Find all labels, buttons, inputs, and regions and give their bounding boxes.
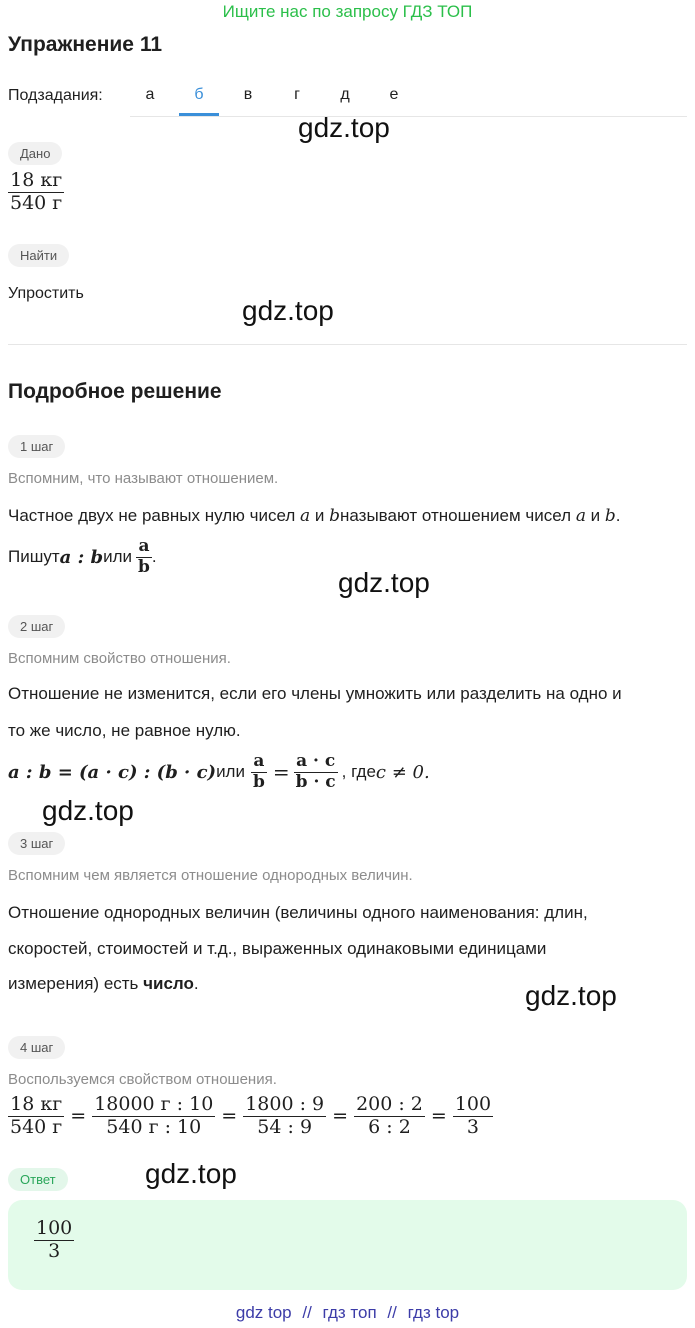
- step-3-text-line-2: скоростей, стоимостей и т.д., выраженных одинаковыми единицами: [8, 939, 547, 958]
- step-2-hint: Вспомним свойство отношения.: [8, 650, 231, 667]
- tab-e[interactable]: е: [389, 86, 399, 103]
- fraction: $\frac{1800 : 9}{54 : 9}$: [245, 1093, 325, 1138]
- bottom-links: [0, 1303, 695, 1323]
- solution-title: Подробное решение: [8, 380, 222, 403]
- step-4-hint: Воспользуемся свойством отношения.: [8, 1071, 277, 1088]
- tab-b[interactable]: б: [194, 86, 204, 103]
- watermark: gdz.top: [338, 567, 430, 598]
- subtasks-label: Подзадания:: [8, 87, 103, 104]
- answer-badge: Ответ: [8, 1168, 68, 1191]
- active-tab-indicator: [179, 113, 219, 116]
- find-badge: Найти: [8, 244, 69, 267]
- watermark: gdz.top: [525, 980, 617, 1011]
- top-banner: Ищите нас по запросу ГДЗ ТОП: [222, 2, 473, 21]
- step-3-badge: 3 шаг: [8, 832, 65, 855]
- fraction: $\frac{100}{3}$: [454, 1093, 492, 1138]
- step-3-hint: Вспомним чем является отношение однородных величин.: [8, 867, 413, 884]
- watermark: gdz.top: [42, 795, 134, 826]
- step-1-badge: 1 шаг: [8, 435, 65, 458]
- tab-d[interactable]: д: [340, 86, 350, 103]
- tab-g[interactable]: г: [294, 86, 300, 103]
- fraction: $\frac{18 кг}{540 г}$: [10, 1093, 63, 1138]
- divider: [8, 344, 687, 345]
- step-2-badge: 2 шаг: [8, 615, 65, 638]
- step-3-text-line-3: измерения) есть число.: [8, 974, 199, 993]
- step-4-badge: 4 шаг: [8, 1036, 65, 1059]
- watermark: gdz.top: [298, 112, 390, 143]
- link-gdz-top-ru[interactable]: гдз топ: [322, 1303, 377, 1322]
- page-title: Упражнение 11: [8, 33, 163, 56]
- given-badge: Дано: [8, 142, 62, 165]
- answer-box: [8, 1200, 687, 1290]
- separator: //: [302, 1303, 312, 1322]
- link-gdz-top[interactable]: gdz top: [235, 1303, 292, 1322]
- step-1-notation: Пишут a : b или $\frac{a}{b}$ .: [8, 536, 157, 577]
- step-2-text-line-1: Отношение не изменится, если его члены умножить или разделить на одно и: [8, 684, 622, 703]
- answer-fraction: [34, 1218, 74, 1263]
- separator: //: [387, 1303, 397, 1322]
- step-2-formula: a : b = (a · c) : (b · c) или $\frac{a}{b}$ = $\frac{a \cdot c}{b \cdot c}$ , где c ≠ 0.: [8, 751, 430, 792]
- find-text: Упростить: [8, 285, 84, 302]
- given-numerator: 18 кг: [10, 169, 63, 191]
- subtasks-tabs: [130, 76, 687, 117]
- fraction: $\frac{200 : 2}{6 : 2}$: [356, 1093, 423, 1138]
- step-3-text-line-1: Отношение однородных величин (величины одного наименования: длин,: [8, 903, 588, 922]
- given-denominator: 540 г: [10, 191, 63, 214]
- answer-denominator: 3: [48, 1239, 61, 1262]
- fraction: $\frac{18000 г : 10}{540 г : 10}$: [94, 1093, 214, 1138]
- step-1-hint: Вспомним, что называют отношением.: [8, 470, 279, 487]
- tab-a[interactable]: а: [145, 86, 155, 103]
- given-fraction: [8, 170, 64, 215]
- step-1-definition: Частное двух не равных нулю чисел a и bназывают отношением чисел a и b.: [8, 506, 621, 526]
- step-2-text-line-2: то же число, не равное нулю.: [8, 721, 241, 740]
- answer-numerator: 100: [36, 1217, 73, 1239]
- tab-v[interactable]: в: [243, 86, 253, 103]
- watermark: gdz.top: [145, 1158, 237, 1189]
- link-gdz-top-mixed[interactable]: гдз top: [407, 1303, 460, 1322]
- step-4-computation: $\frac{18 кг}{540 г}$ = $\frac{18000 г : 10}{540 г : 10}$ = $\frac{1800 : 9}{54 : 9}$ = $\frac{200 : 2}{6 : 2}$ = $\frac{100}{3}$: [10, 1093, 492, 1138]
- watermark: gdz.top: [242, 295, 334, 326]
